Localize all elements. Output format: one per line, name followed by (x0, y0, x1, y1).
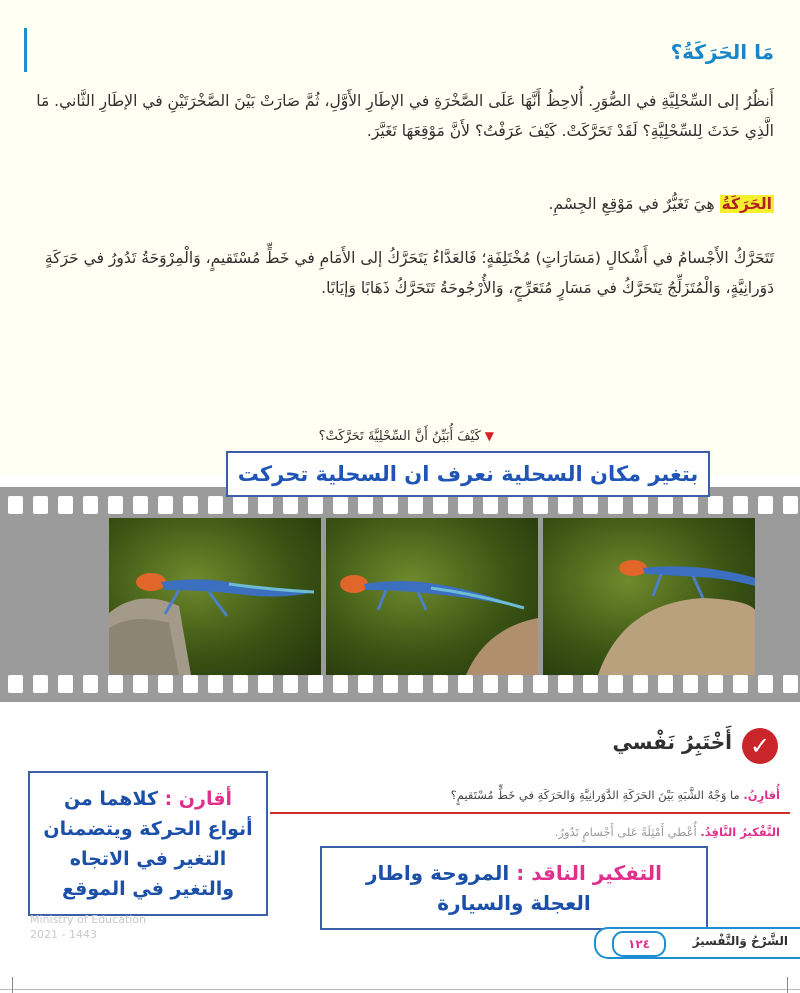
question-compare-label: أُقارِنُ. (743, 788, 780, 802)
triangle-icon: ▼ (484, 429, 494, 443)
critical-thinking-answer-box (320, 846, 708, 930)
crop-mark-right (787, 977, 788, 993)
film-perforations-top (0, 496, 800, 514)
question-critical-thinking (555, 825, 780, 839)
question-compare (451, 788, 780, 802)
definition-term: الحَرَكَةُ (721, 195, 772, 213)
lizard-photo-frame-1 (109, 518, 321, 675)
photo-caption (319, 429, 494, 444)
page-bottom-rule (0, 989, 800, 990)
caption-answer-box: بتغير مكان السحلية نعرف ان السحلية تحركت (226, 451, 710, 497)
motion-paths-paragraph: تَتَحَرَّكُ الأَجْسامُ في أَشْكالٍ (مَسَارَاتٍ) مُخْتَلِفَةٍ؛ فَالعَدَّاءُ يَتَحَرَّكُ إلى الأَمَامِ في خَطٍّ مُسْتَقيمٍ، وَالْمِرْوَحَةُ تَدُورُ في حَرَكَةٍ دَوَرانِيَّةٍ، وَالْمُتَزَلِّجُ يَتَحَرَّكُ في مَسَارٍ مُتَعَرِّجٍ، وَالأُرْجُوحَةُ تَتَحَرَّكُ ذَهَابًا وَإيَابًا. (44, 249, 774, 297)
divider-line (270, 812, 790, 814)
lizard-photo-frame-2 (326, 518, 538, 675)
film-perforations-bottom (0, 675, 800, 693)
check-icon: ✓ (742, 728, 778, 764)
publisher-watermark (30, 912, 146, 942)
intro-background (0, 0, 800, 475)
question-compare-text: ما وَجْهُ الشَّبَهِ بَيْنَ الحَرَكَةِ الدَّوَرانِيَّةِ وَالحَرَكَةِ في خَطٍّ مُسْتَقيمٍ؟ (450, 788, 744, 802)
question-critical-label: التَّفْكيرُ النَّاقِدُ. (700, 825, 780, 839)
test-yourself-title: أَخْتَبِرُ نَفْسي (612, 730, 732, 754)
critical-answer-text: المروحة واطار العجلة والسيارة (365, 861, 591, 915)
watermark-line-1: Ministry of Education (30, 913, 147, 926)
page-number: ١٢٤ (612, 931, 666, 957)
intro-paragraph: أَنظُرُ إلى السِّحْلِيَّةِ في الصُّوَرِ. أُلاحِظُ أَنَّهَا عَلَى الصَّخْرَةِ في الإطَارِ الأَوَّلِ، ثُمَّ صَارَتْ بَيْنَ الصَّخْرَتَيْنِ في الإطَارِ الثَّاني. مَا الَّذِي حَدَثَ لِلسِّحْلِيَّةِ؟ لَقَدْ تَحَرَّكَتْ. كَيْفَ عَرَفْتُ؟ لأَنَّ مَوْقِعَهَا تَغَيَّرَ. (36, 92, 774, 140)
footer-label: الشَّرْحُ وَالتَّفْسيرُ (692, 934, 788, 948)
compare-answer-text: كلاهما من أنواع الحركة ويتضمنان التغير في الاتجاه والتغير في الموقع (43, 787, 253, 900)
critical-answer-label: التفكير الناقد : (516, 861, 663, 885)
question-critical-text: أُعْطي أَمْثِلَةً عَلى أَجْسامٍ تَدُورُ. (554, 825, 701, 839)
photo-caption-text: كَيْفَ أُبَيِّنُ أَنَّ السِّحْلِيَّةَ تَحَرَّكَتْ؟ (318, 429, 481, 444)
section-title: مَا الحَرَكَةُ؟ (670, 40, 774, 64)
margin-rule (24, 28, 27, 72)
compare-answer-box (28, 771, 268, 916)
compare-answer-label: أقارن : (164, 787, 233, 810)
lizard-photo-frame-3 (543, 518, 755, 675)
definition-text: هِيَ تَغَيُّرٌ في مَوْقِعِ الجِسْمِ. (548, 195, 720, 213)
definition (548, 195, 774, 213)
watermark-line-2: 2021 - 1443 (30, 928, 97, 941)
crop-mark-left (12, 977, 13, 993)
